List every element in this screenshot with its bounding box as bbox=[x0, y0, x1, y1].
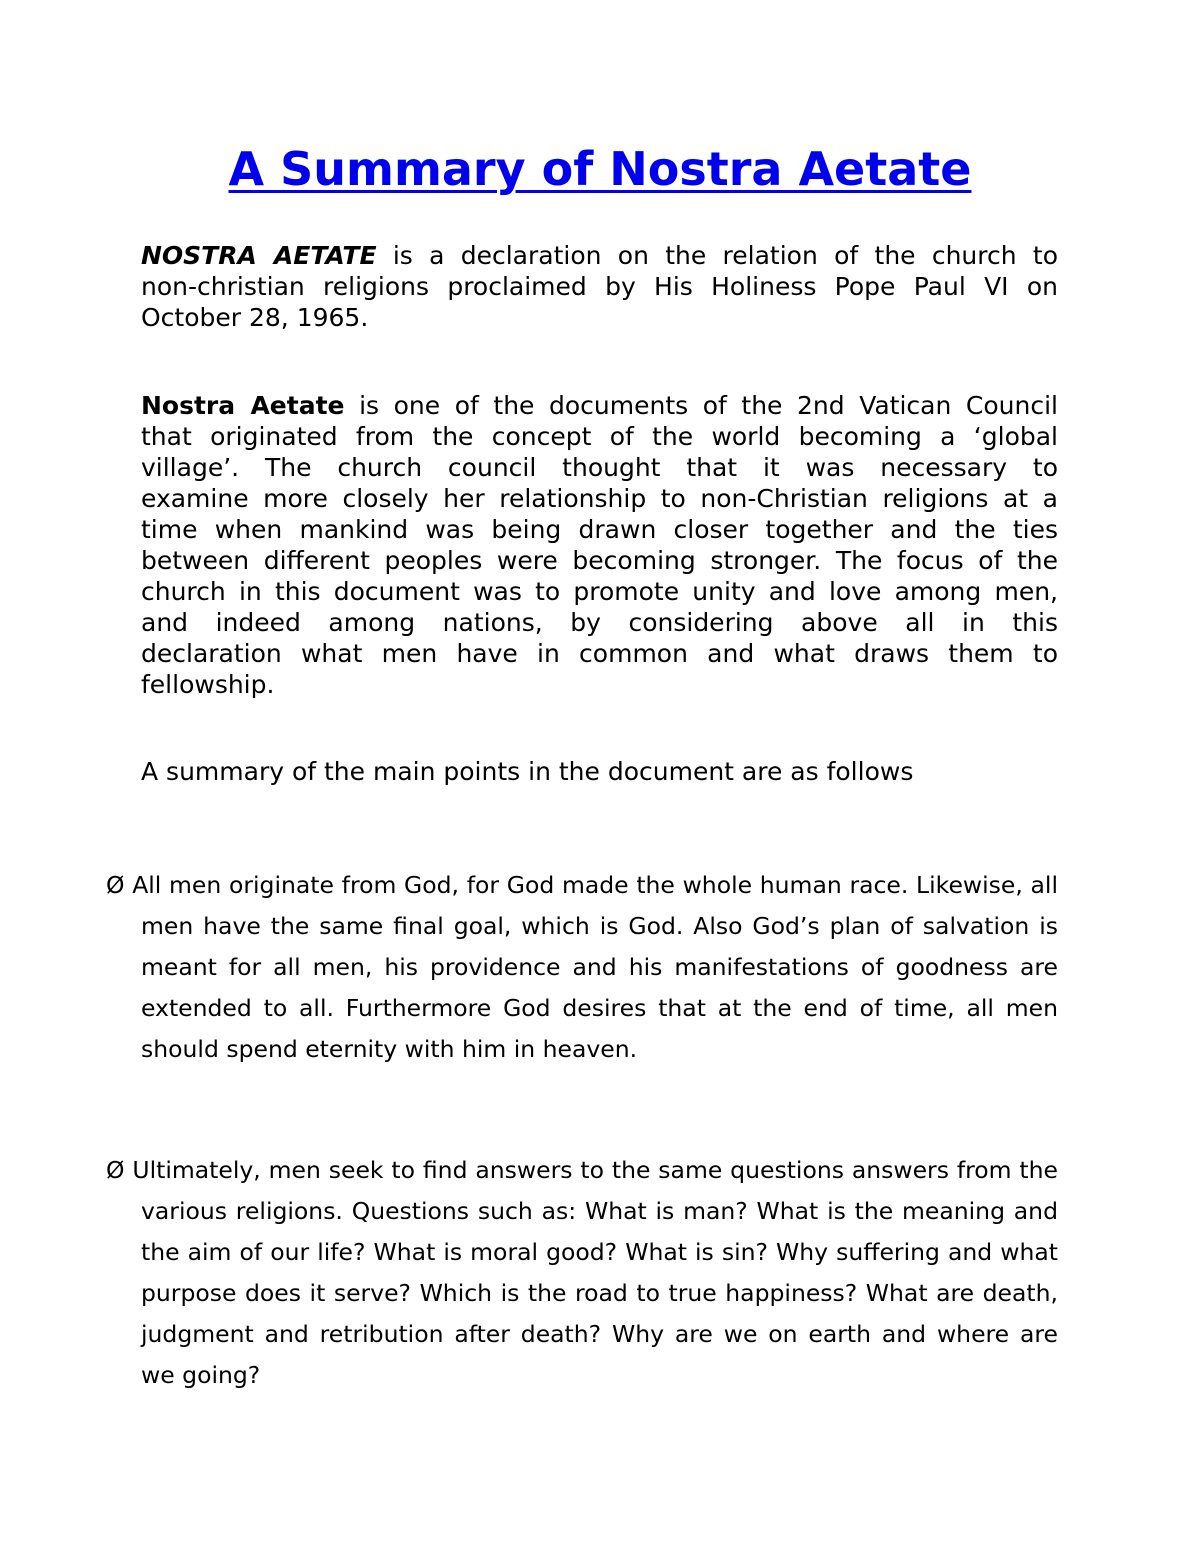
document-title bbox=[0, 140, 1200, 198]
bullet-item bbox=[106, 865, 1058, 1070]
paragraph-line: examine more closely her relationship to non-Christian religions at a bbox=[141, 484, 1058, 513]
paragraph-line: between different peoples were becoming stronger. The focus of the bbox=[141, 546, 1058, 575]
paragraph-line: that originated from the concept of the world becoming a ‘global bbox=[141, 422, 1058, 451]
paragraph-line: village’. The church council thought that it was necessary to bbox=[141, 453, 1058, 482]
paragraph-line: time when mankind was being drawn closer together and the ties bbox=[141, 515, 1058, 544]
bullet-line: purpose does it serve? Which is the road to true happiness? What are death, bbox=[141, 1279, 1058, 1307]
bullet-line: the aim of our life? What is moral good? What is sin? Why suffering and what bbox=[141, 1238, 1058, 1266]
paragraph-background bbox=[141, 390, 1058, 700]
paragraph-line: church in this document was to promote unity and love among men, bbox=[141, 577, 1058, 606]
paragraph-intro bbox=[141, 240, 1058, 333]
nostra-aetate-bold: Nostra Aetate bbox=[141, 391, 345, 420]
nostra-aetate-emphasis: NOSTRA AETATE bbox=[141, 241, 377, 270]
bullet-line: should spend eternity with him in heaven. bbox=[141, 1035, 638, 1063]
bullet-item bbox=[106, 1150, 1058, 1396]
line-text: is one of the documents of the 2nd Vatican Council bbox=[344, 391, 1058, 420]
paragraph-line: and indeed among nations, by considering above all in this bbox=[141, 608, 1058, 637]
paragraph-line bbox=[141, 390, 1058, 421]
summary-intro-text: A summary of the main points in the document are as follows bbox=[141, 757, 914, 786]
bullet-line: extended to all. Furthermore God desires that at the end of time, all men bbox=[141, 994, 1058, 1022]
paragraph-line: fellowship. bbox=[141, 670, 275, 699]
title-text: A Summary of Nostra Aetate bbox=[228, 142, 972, 196]
summary-intro bbox=[141, 756, 1058, 787]
bullet-line: various religions. Questions such as: What is man? What is the meaning and bbox=[141, 1197, 1058, 1225]
bullet-line: meant for all men, his providence and his manifestations of goodness are bbox=[141, 953, 1058, 981]
bullet-line: men have the same final goal, which is God. Also God’s plan of salvation is bbox=[141, 912, 1058, 940]
bullet-line: judgment and retribution after death? Why are we on earth and where are bbox=[141, 1320, 1058, 1348]
line-text: All men originate from God, for God made the whole human race. Likewise, all bbox=[132, 871, 1058, 899]
line-text: is a declaration on the relation of the church to bbox=[376, 241, 1058, 270]
bullet-line bbox=[106, 1150, 1058, 1191]
bullet-marker-icon: Ø bbox=[106, 871, 125, 899]
paragraph-line: October 28, 1965. bbox=[141, 303, 369, 332]
bullet-line: we going? bbox=[141, 1361, 261, 1389]
paragraph-line bbox=[141, 240, 1058, 271]
line-text: Ultimately, men seek to find answers to the same questions answers from the bbox=[132, 1156, 1058, 1184]
paragraph-line: declaration what men have in common and what draws them to bbox=[141, 639, 1058, 668]
bullet-marker-icon: Ø bbox=[106, 1156, 125, 1184]
bullet-line bbox=[106, 865, 1058, 906]
paragraph-line: non-christian religions proclaimed by His Holiness Pope Paul VI on bbox=[141, 272, 1058, 301]
